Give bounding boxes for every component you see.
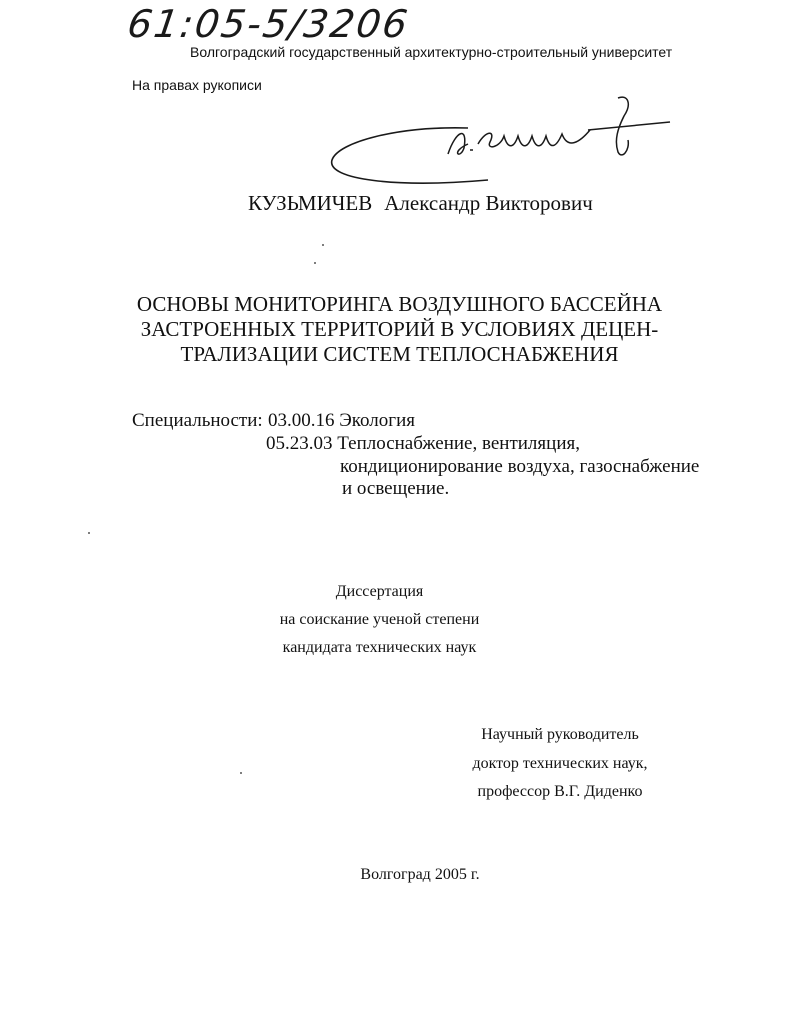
supervisor-role: Научный руководитель: [481, 726, 639, 743]
scan-speck: [88, 532, 90, 534]
specialty-item-continuation: и освещение.: [342, 478, 450, 499]
handwritten-signature-icon: [318, 90, 678, 190]
specialty-item: 03.00.16 Экология: [268, 410, 415, 431]
university-name: Волгоградский государственный архитектурно-строительный университет: [190, 44, 673, 60]
degree-name: кандидата технических наук: [282, 639, 477, 656]
title-line: ЗАСТРОЕННЫХ ТЕРРИТОРИЙ В УСЛОВИЯХ ДЕЦЕН-: [140, 317, 659, 341]
scan-speck: [240, 772, 242, 774]
specialty-item-continuation: кондиционирование воздуха, газоснабжение: [340, 456, 700, 477]
specialty-item: 05.23.03 Теплоснабжение, вентиляция,: [266, 433, 580, 454]
specialties-label: Специальности:: [132, 410, 263, 431]
title-line: ОСНОВЫ МОНИТОРИНГА ВОЗДУШНОГО БАССЕЙНА: [136, 292, 663, 316]
manuscript-rights-note: На правах рукописи: [132, 77, 262, 93]
author-name: [248, 191, 593, 216]
dissertation-title: [100, 292, 699, 367]
degree-purpose: на соискание ученой степени: [279, 611, 480, 628]
archive-code: 61:05-5/3206: [124, 2, 413, 46]
scan-speck: [314, 262, 316, 264]
scan-speck: [322, 244, 324, 246]
document-type: Диссертация: [335, 583, 424, 600]
title-line: ТРАЛИЗАЦИИ СИСТЕМ ТЕПЛОСНАБЖЕНИЯ: [180, 342, 619, 366]
author-given-names: Александр Викторович: [384, 191, 593, 215]
supervisor-title: доктор технических наук,: [472, 755, 648, 772]
supervisor-name: профессор В.Г. Диденко: [477, 783, 643, 800]
author-surname: КУЗЬМИЧЕВ: [248, 191, 373, 215]
place-and-year: Волгоград 2005 г.: [360, 866, 480, 883]
